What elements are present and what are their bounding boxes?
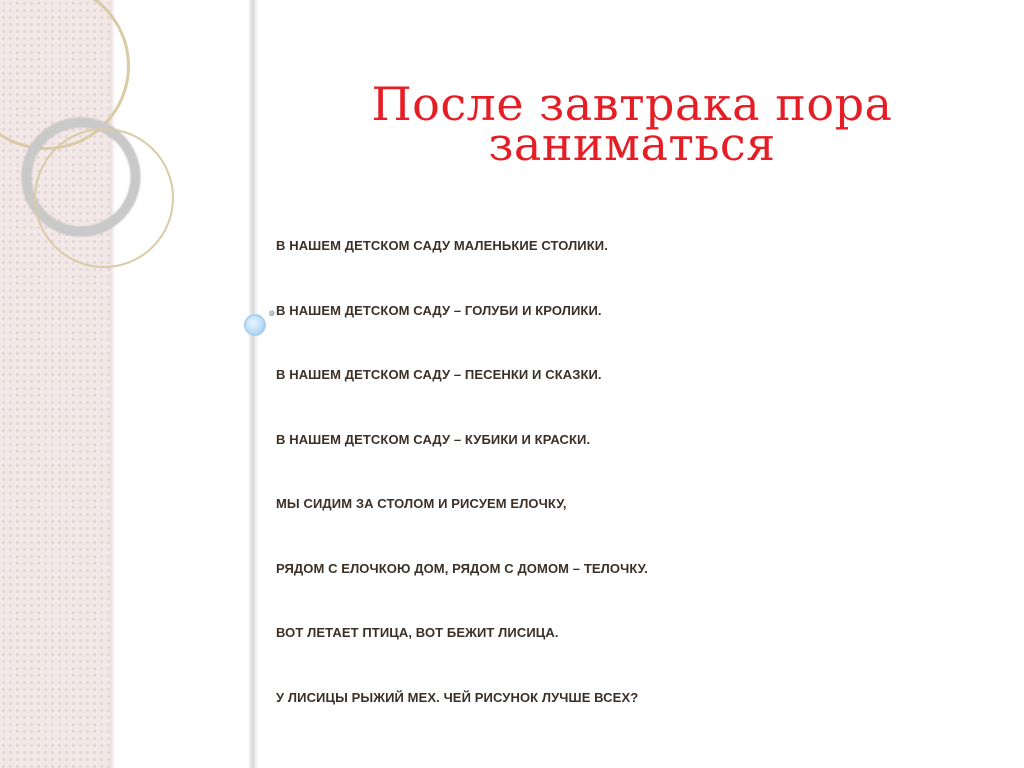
slide-title-line-1: После завтрака пора bbox=[371, 77, 893, 131]
bullet-marker-icon: ๑ bbox=[268, 305, 276, 319]
poem-line: ВОТ ЛЕТАЕТ ПТИЦА, ВОТ БЕЖИТ ЛИСИЦА. bbox=[276, 625, 559, 640]
poem-line: МЫ СИДИМ ЗА СТОЛОМ И РИСУЕМ ЕЛОЧКУ, bbox=[276, 496, 567, 511]
poem-lines bbox=[276, 238, 648, 754]
slide-title-line-2: заниматься bbox=[488, 117, 776, 171]
decorative-ring-gold-small bbox=[34, 128, 174, 268]
slide-title bbox=[330, 77, 934, 171]
poem-line: В НАШЕМ ДЕТСКОМ САДУ – КУБИКИ И КРАСКИ. bbox=[276, 431, 591, 447]
divider-dot-icon bbox=[244, 314, 266, 336]
vertical-divider bbox=[249, 0, 258, 768]
poem-line: У ЛИСИЦЫ РЫЖИЙ МЕХ. ЧЕЙ РИСУНОК ЛУЧШЕ ВСЕХ? bbox=[276, 689, 639, 705]
poem-line: РЯДОМ С ЕЛОЧКОЮ ДОМ, РЯДОМ С ДОМОМ – ТЕЛОЧКУ. bbox=[276, 560, 648, 576]
poem-line: В НАШЕМ ДЕТСКОМ САДУ – ГОЛУБИ И КРОЛИКИ. bbox=[276, 302, 602, 318]
poem-line: В НАШЕМ ДЕТСКОМ САДУ – ПЕСЕНКИ И СКАЗКИ. bbox=[276, 367, 602, 382]
poem-line: В НАШЕМ ДЕТСКОМ САДУ МАЛЕНЬКИЕ СТОЛИКИ. bbox=[276, 238, 608, 253]
